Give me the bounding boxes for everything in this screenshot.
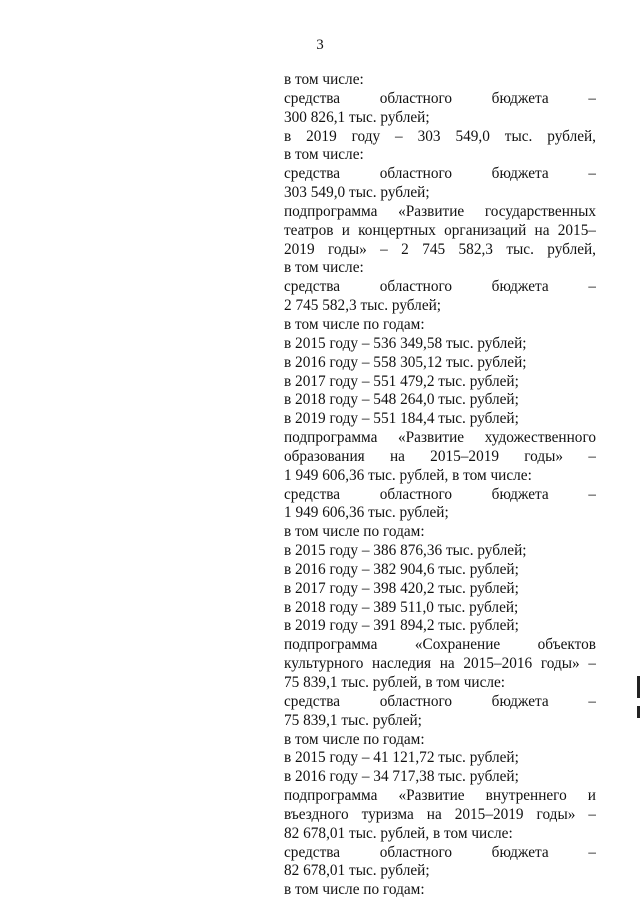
text-line: в том числе: <box>284 259 364 277</box>
text-line: в 2015 году – 386 876,36 тыс. рублей; <box>284 542 527 560</box>
text-line: культурного наследия на 2015–2016 годы» – <box>284 655 596 673</box>
text-line: 75 839,1 тыс. рублей; <box>284 711 422 729</box>
text-line: в том числе по годам: <box>284 315 425 333</box>
text-line: в 2019 году – 303 549,0 тыс. рублей, <box>284 127 596 145</box>
text-line: подпрограмма «Развитие внутреннего и <box>284 787 596 805</box>
text-line: 75 839,1 тыс. рублей, в том числе: <box>284 674 506 691</box>
text-line: в 2015 году – 536 349,58 тыс. рублей; <box>284 334 527 352</box>
text-line: 1 949 606,36 тыс. рублей, в том числе: <box>284 466 532 484</box>
text-line: 82 678,01 тыс. рублей; <box>284 862 430 880</box>
text-line: в 2017 году – 398 420,2 тыс. рублей; <box>284 579 519 597</box>
text-line: в том числе: <box>284 71 364 88</box>
text-line: 82 678,01 тыс. рублей, в том числе: <box>284 824 513 842</box>
text-line: театров и концертных организаций на 2015– <box>284 221 596 239</box>
text-line: 1 949 606,36 тыс. рублей; <box>284 504 449 522</box>
page-number: 3 <box>316 37 324 53</box>
text-line: образования на 2015–2019 годы» – <box>284 447 596 465</box>
text-line: подпрограмма «Развитие государственных <box>284 202 596 220</box>
text-line: подпрограмма «Сохранение объектов <box>284 636 596 654</box>
text-line: в 2018 году – 389 511,0 тыс. рублей; <box>284 598 519 616</box>
text-column <box>284 71 596 900</box>
text-line: в 2016 году – 558 305,12 тыс. рублей; <box>284 353 527 371</box>
text-line: 2 745 582,3 тыс. рублей; <box>284 297 442 315</box>
text-line: в 2016 году – 34 717,38 тыс. рублей; <box>284 768 519 786</box>
text-line: средства областного бюджета – <box>284 692 596 710</box>
text-line: средства областного бюджета – <box>284 485 596 503</box>
text-line: въездного туризма на 2015–2019 годы» – <box>284 805 596 823</box>
text-line: в том числе по годам: <box>284 881 425 899</box>
text-line: в том числе по годам: <box>284 730 425 748</box>
text-line: средства областного бюджета – <box>284 89 596 107</box>
text-line: в 2018 году – 548 264,0 тыс. рублей; <box>284 391 519 409</box>
text-line: в 2019 году – 551 184,4 тыс. рублей; <box>284 410 519 428</box>
text-line: в 2016 году – 382 904,6 тыс. рублей; <box>284 560 519 578</box>
text-line: 300 826,1 тыс. рублей; <box>284 108 430 126</box>
text-line: 303 549,0 тыс. рублей; <box>284 184 430 202</box>
text-line: средства областного бюджета – <box>284 165 596 183</box>
text-line: средства областного бюджета – <box>284 278 596 296</box>
text-line: 2019 годы» – 2 745 582,3 тыс. рублей, <box>284 240 596 258</box>
text-line: в том числе: <box>284 146 364 164</box>
text-line: подпрограмма «Развитие художественного <box>284 429 596 447</box>
text-line: в 2015 году – 41 121,72 тыс. рублей; <box>284 749 519 767</box>
text-line: средства областного бюджета – <box>284 843 596 861</box>
text-line: в 2019 году – 391 894,2 тыс. рублей; <box>284 617 519 635</box>
text-line: в том числе по годам: <box>284 523 425 541</box>
text-line: в 2017 году – 551 479,2 тыс. рублей; <box>284 372 519 390</box>
